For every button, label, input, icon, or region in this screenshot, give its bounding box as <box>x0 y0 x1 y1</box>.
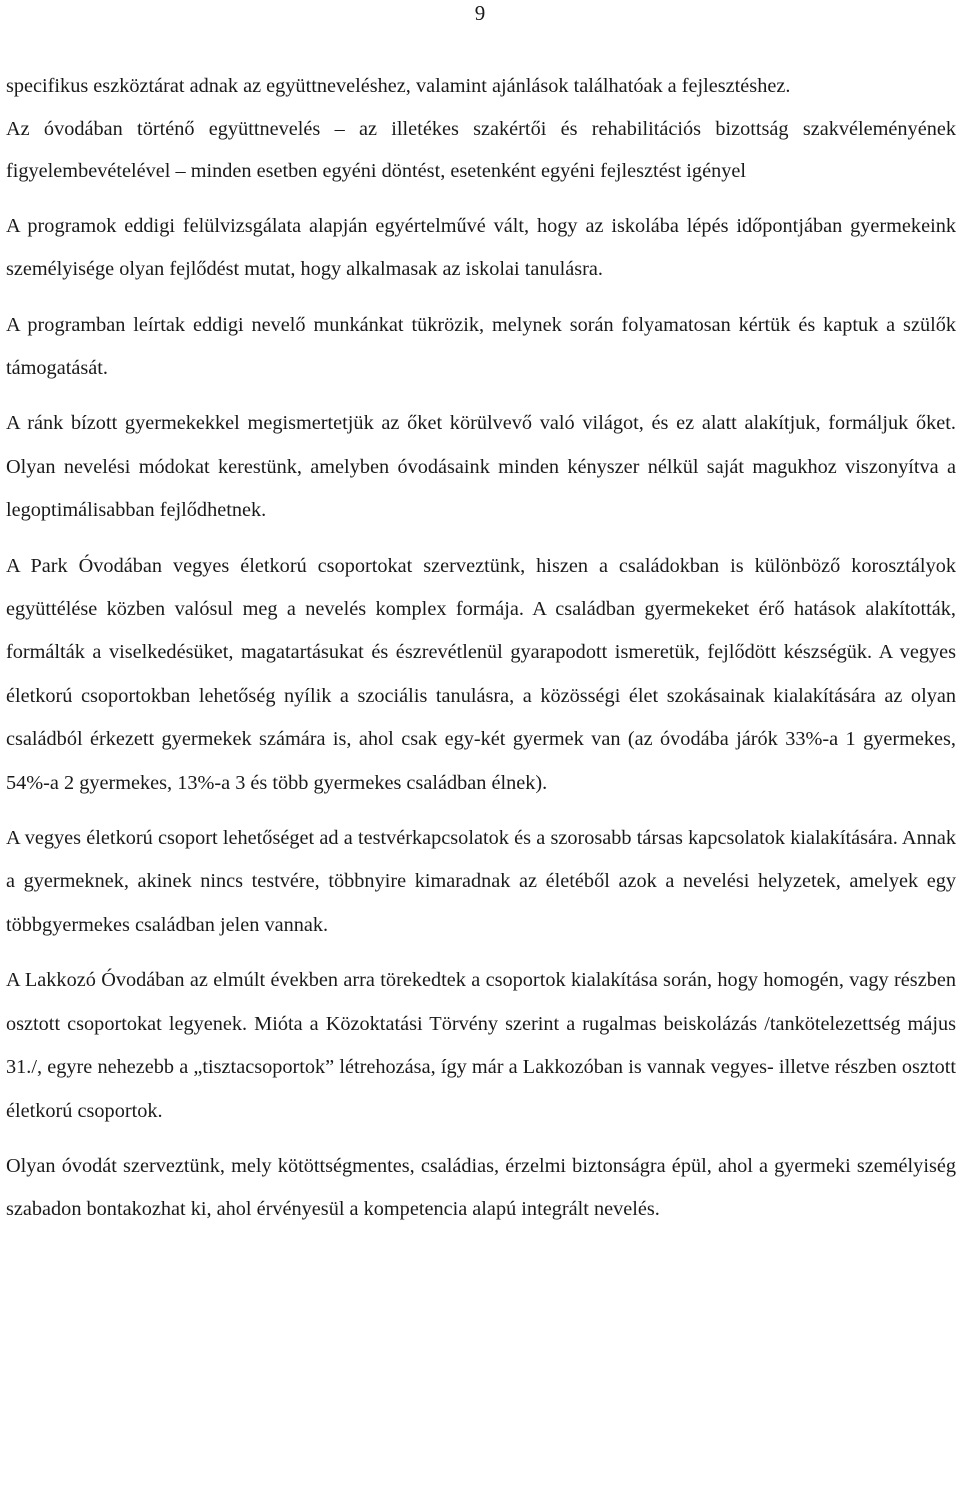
paragraph-park-kindergarten: A Park Óvodában vegyes életkorú csoportokat szerveztünk, hiszen a családokban is különböző korosztályok együttélése közben valósul meg a nevelés komplex formája. A családban gyermekeket érő hatások alakították, formálták a viselkedésüket, magatartásukat és észrevétlenül gyarapodott ismeretük, fejlődött készségük. A vegyes életkorú csoportokban lehetőség nyílik a szociális tanulásra, a közösségi élet szokásainak kialakítására az olyan családból érkezett gyermekek számára is, ahol csak egy-két gyermek van (az óvodába járók 33%-a 1 gyermekes, 54%-a 2 gyermekes, 13%-a 3 és több gyermekes családban élnek). <box>6 554 956 794</box>
paragraph-mixed-age-groups: A vegyes életkorú csoport lehetőséget ad a testvérkapcsolatok és a szorosabb társas kapcsolatok kialakítására. Annak a gyermeknek, akinek nincs testvére, többnyire kimaradnak az életéből azok a nevelési helyzetek, amelyek egy többgyermekes családban jelen vannak. <box>6 827 956 936</box>
paragraph-program-review: A programok eddigi felülvizsgálata alapján egyértelművé vált, hogy az iskolába lépés időpontjában gyermekeink személyisége olyan fejlődést mutat, hogy alkalmasak az iskolai tanulásra. <box>6 214 956 281</box>
paragraph-intro-continuation: specifikus eszköztárat adnak az együttneveléshez, valamint ajánlások találhatóak a fejlesztéshez. <box>6 75 791 97</box>
paragraph-lakkozo-kindergarten: A Lakkozó Óvodában az elmúlt években arra törekedtek a csoportok kialakítása során, hogy homogén, vagy részben osztott csoportokat legyenek. Mióta a Közoktatási Törvény szerint a rugalmas beiskolázás /tankötelezettség május 31./, egyre nehezebb a „tisztacsoportok” létrehozása, így már a Lakkozóban is vannak vegyes- illetve részben osztott életkorú csoportok. <box>6 969 956 1122</box>
paragraph-parent-support: A programban leírtak eddigi nevelő munkánkat tükrözik, melynek során folyamatosan kértük és kaptuk a szülők támogatását. <box>6 313 956 379</box>
paragraph-kindergarten-philosophy: Olyan óvodát szerveztünk, mely kötöttségmentes, családias, érzelmi biztonságra épül, ahol a gyermeki személyiség szabadon bontakozhat ki, ahol érvényesül a kompetencia alapú integrált nevelés. <box>6 1154 956 1221</box>
document-body <box>6 65 956 1232</box>
paragraph-integrated-education: Az óvodában történő együttnevelés – az illetékes szakértői és rehabilitációs bizottság szakvéleményének figyelembevételével – minden esetben egyéni döntést, esetenként egyéni fejlesztést igényel <box>6 117 956 183</box>
page-number: 9 <box>474 1 486 25</box>
paragraph-world-discovery: A ránk bízott gyermekekkel megismertetjük az őket körülvevő való világot, és ez alatt alakítjuk, formáljuk őket. Olyan nevelési módokat kerestünk, amelyben óvodásaink minden kényszer nélkül saját magukhoz viszonyítva a legoptimálisabban fejlődhetnek. <box>6 412 956 522</box>
